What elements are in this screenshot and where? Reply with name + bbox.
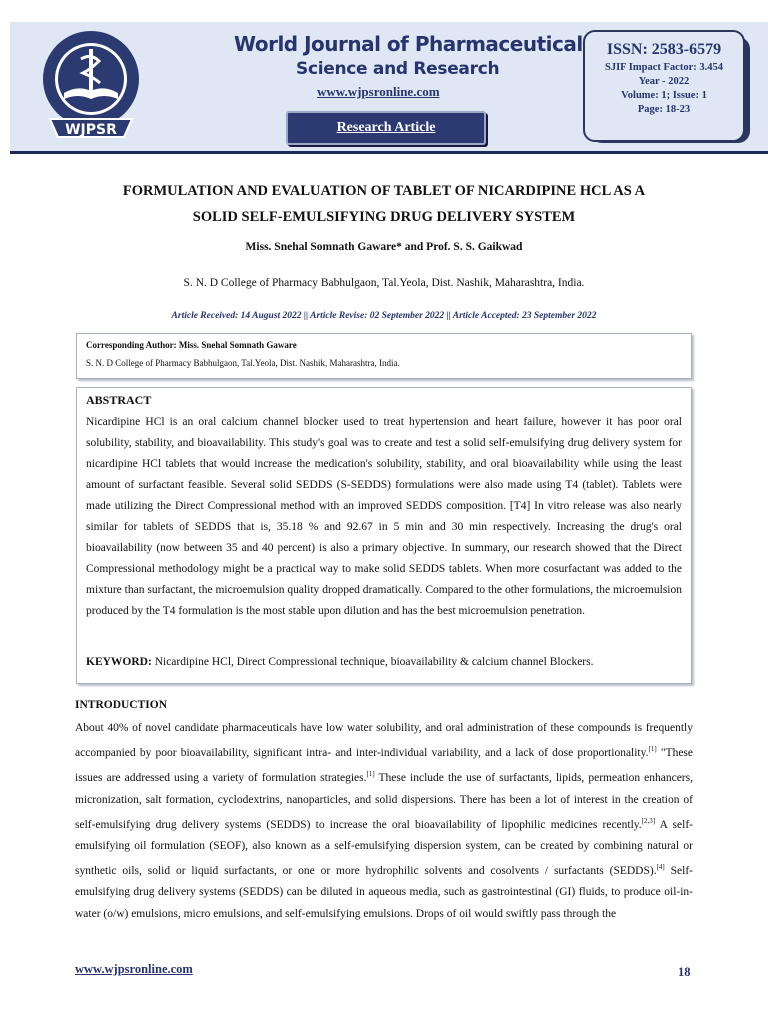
abstract-heading: ABSTRACT [86, 393, 152, 407]
keywords-text: Nicardipine HCl, Direct Compressional technique, bioavailability & calcium channel Blockers. [154, 656, 594, 668]
abstract-text: Nicardipine HCl is an oral calcium channel blocker used to treat hypertension and heart failure, however it has poor oral solubility, stability, and bioavailability. This study's goal was to create and test a solid self-emulsifying drug delivery system for nicardipine HCl tablets that would increase the medication's solubility, stability, and oral bioavailability while using the least amount of surfactant feasible. Several solid SEDDS (S-SEDDS) formulations were also made using T4 (tablet). Tablets were made utilizing the Direct Compressional method with an improved SEDDS composition. [T4] In vitro release was also nearly similar for tablets of SEDDS that is, 35.18 % and 92.67 in 5 min and 30 min respectively. Increasing the drug's oral bioavailability (now between 35 and 40 percent) is also a primary objective. In summary, our research showed that the Direct Compressional methodology might be a practical way to make solid SEDDS tablets. When more cosurfactant was added to the mixture than surfactant, the microemulsion quality dropped dramatically. Compared to the other formulations, the microemulsion produced by the T4 formulation is the most stable upon dilution and has the best microemulsion penetration. [86, 416, 682, 617]
abstract-box [76, 387, 692, 684]
introduction-paragraph [75, 718, 693, 925]
article-type-badge: Research Article [286, 111, 486, 145]
article-authors: Miss. Snehal Somnath Gaware* and Prof. S. S. Gaikwad [245, 241, 523, 253]
issn-number: ISSN: 2583-6579 [606, 41, 722, 58]
author-affiliation: S. N. D College of Pharmacy Babhulgaon, Tal.Yeola, Dist. Nashik, Maharashtra, India. [183, 277, 585, 289]
page-range: Page: 18-23 [637, 104, 691, 115]
citation-1: [1] [648, 745, 657, 754]
journal-title-line2: Science and Research [296, 59, 500, 79]
article-title-line1: FORMULATION AND EVALUATION OF TABLET OF NICARDIPINE HCL AS A [122, 183, 646, 199]
intro-text-3: These include the use of surfactants, lipids, permeation enhancers, micronization, salt formation, cyclodextrins, nanoparticles, and solid dispersions. There has been a lot of interest in the creation of self-emulsifying drug delivery systems (SEDDS) to increase the oral bioavailability of lipophilic medicines recently. [75, 772, 693, 831]
impact-factor: SJIF Impact Factor: 3.454 [604, 62, 723, 73]
keywords-label: KEYWORD: [86, 656, 152, 668]
intro-text-5: Self-emulsifying drug delivery systems (SEDDS) can be diluted in aqueous media, such as gastrointestinal (GI) fluids, to produce oil-in-water (o/w) emulsions, micro emulsions, and self-emulsifying emulsions. Drops of oil would swiftly pass through the [75, 865, 693, 920]
citation-2: [1] [366, 770, 375, 779]
citation-3: [2,3] [641, 816, 656, 825]
publication-year: Year - 2022 [638, 76, 690, 87]
corresponding-author-label: Corresponding Author: Miss. Snehal Somnath Gaware [86, 340, 297, 350]
intro-text-4: A self-emulsifying oil formulation (SEOF), also known as a self-emulsifying dispersion system, can be created by combining natural or synthetic oils, solid or liquid surfactants, or one or more hydrophilic solvents and cosolvents / surfactants (SEDDS). [75, 818, 693, 878]
introduction-heading: INTRODUCTION [75, 699, 168, 711]
article-title [60, 178, 708, 230]
footer-url-link[interactable]: www.wjpsronline.com [75, 962, 193, 976]
corresponding-author-address: S. N. D College of Pharmacy Babhulgaon, Tal.Yeola, Dist. Nashik, Maharashtra, India. [86, 358, 400, 368]
page-number: 18 [678, 965, 691, 979]
citation-4: [4] [656, 863, 665, 872]
corresponding-author-box [76, 333, 692, 379]
volume-issue: Volume: 1; Issue: 1 [621, 90, 707, 101]
article-title-line2: SOLID SELF-EMULSIFYING DRUG DELIVERY SYSTEM [192, 209, 576, 225]
journal-logo [36, 27, 146, 147]
keywords-line [86, 656, 682, 668]
logo-text: WJPSR [65, 122, 117, 138]
journal-url-link[interactable]: www.wjpsronline.com [317, 84, 440, 99]
article-dates: Article Received: 14 August 2022 || Article Revise: 02 September 2022 || Article Accepted: 23 September 2022 [171, 311, 597, 321]
journal-title-line1: World Journal of Pharmaceutical [234, 32, 583, 56]
intro-text-1: About 40% of novel candidate pharmaceuticals have low water solubility, and oral administration of these compounds is frequently accompanied by poor bioavailability, significant intra- and inter-individual variability, and a lack of dose proportionality. [75, 722, 693, 760]
intro-text-2: "These issues are addressed using a variety of formulation strategies. [75, 747, 694, 785]
issn-box [583, 30, 745, 142]
